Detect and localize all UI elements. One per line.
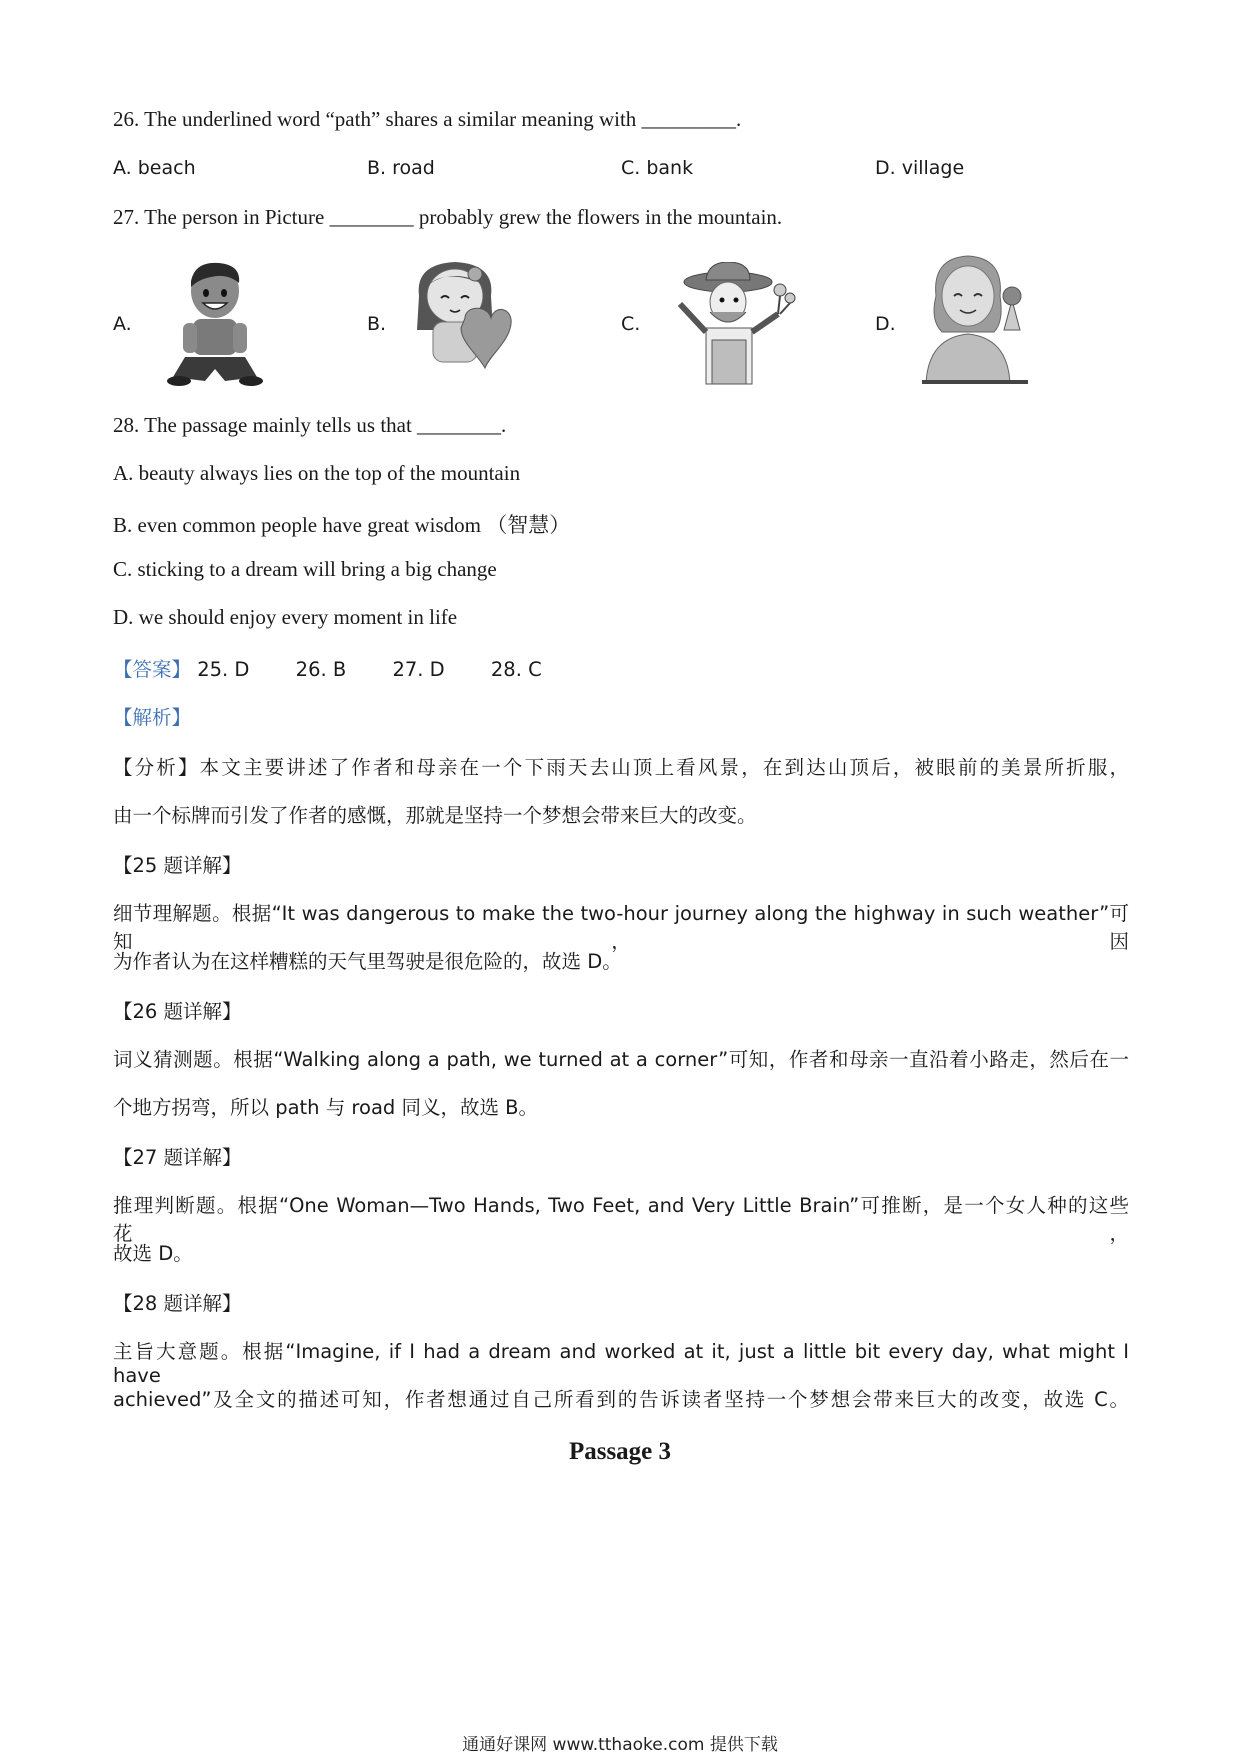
question-28-stem: 28. The passage mainly tells us that ________. bbox=[113, 413, 507, 437]
detail-25-heading: 【25 题详解】 bbox=[113, 854, 242, 877]
question-26-stem: 26. The underlined word “path” shares a similar meaning with _________. bbox=[113, 107, 742, 131]
detail-27-line-1: 推理判断题。根据“One Woman—Two Hands, Two Feet, and Very Little Brain”可推断，是一个女人种的这些花， bbox=[113, 1194, 1129, 1245]
q28-option-b: B. even common people have great wisdom （智慧） bbox=[113, 513, 571, 537]
q26-option-a: A. beach bbox=[113, 157, 196, 179]
page-footer: 通通好课网 www.tthaoke.com 提供下载 bbox=[462, 1735, 778, 1755]
q26-option-b: B. road bbox=[367, 157, 435, 179]
q28-option-c: C. sticking to a dream will bring a big change bbox=[113, 557, 497, 581]
boy-picture-icon bbox=[165, 257, 265, 394]
detail-28-heading: 【28 题详解】 bbox=[113, 1292, 242, 1315]
detail-28-line-1: 主旨大意题。根据“Imagine, if I had a dream and worked at it, just a little bit every day, what might I have bbox=[113, 1340, 1129, 1387]
farmer-with-flowers-picture-icon bbox=[670, 262, 800, 391]
question-27-stem: 27. The person in Picture ________ probably grew the flowers in the mountain. bbox=[113, 205, 783, 229]
answer-28: 28. C bbox=[490, 658, 542, 681]
q28-option-a: A. beauty always lies on the top of the mountain bbox=[113, 461, 521, 485]
detail-26-line-1: 词义猜测题。根据“Walking along a path, we turned at a corner”可知，作者和母亲一直沿着小路走，然后在一 bbox=[113, 1048, 1129, 1071]
q27-label-a: A. bbox=[113, 313, 132, 335]
detail-25-line-1: 细节理解题。根据“It was dangerous to make the two-hour journey along the highway in such weather”可知，因 bbox=[113, 902, 1129, 953]
detail-26-line-2: 个地方拐弯，所以 path 与 road 同义，故选 B。 bbox=[113, 1096, 539, 1119]
q27-label-b: B. bbox=[367, 313, 387, 335]
woman-with-ice-cream-picture-icon bbox=[918, 252, 1028, 389]
detail-27-heading: 【27 题详解】 bbox=[113, 1146, 242, 1169]
answer-27: 27. D bbox=[392, 658, 445, 681]
answer-25: 25. D bbox=[197, 658, 250, 681]
analysis-line-2: 由一个标牌而引发了作者的感慨，那就是坚持一个梦想会带来巨大的改变。 bbox=[113, 804, 757, 827]
passage-3-title: Passage 3 bbox=[568, 1438, 672, 1465]
detail-26-heading: 【26 题详解】 bbox=[113, 1000, 242, 1023]
answer-26: 26. B bbox=[295, 658, 347, 681]
analysis-line-1: 【分析】本文主要讲述了作者和母亲在一个下雨天去山顶上看风景，在到达山顶后，被眼前的美景所折服， bbox=[113, 756, 1129, 779]
q26-option-c: C. bank bbox=[621, 157, 694, 179]
detail-25-line-2: 为作者认为在这样糟糕的天气里驾驶是很危险的，故选 D。 bbox=[113, 950, 622, 973]
detail-27-line-2: 故选 D。 bbox=[113, 1242, 193, 1265]
q28-option-d: D. we should enjoy every moment in life bbox=[113, 605, 458, 629]
answer-line bbox=[113, 654, 582, 682]
analysis-tag: 【解析】 bbox=[113, 706, 192, 729]
girl-with-heart-picture-icon bbox=[405, 256, 513, 379]
q26-option-d: D. village bbox=[875, 157, 965, 179]
answer-tag: 【答案】 bbox=[113, 658, 192, 681]
detail-28-line-2: achieved”及全文的描述可知，作者想通过自己所看到的告诉读者坚持一个梦想会带来巨大的改变，故选 C。 bbox=[113, 1388, 1129, 1411]
q27-label-c: C. bbox=[621, 313, 641, 335]
q27-label-d: D. bbox=[875, 313, 896, 335]
